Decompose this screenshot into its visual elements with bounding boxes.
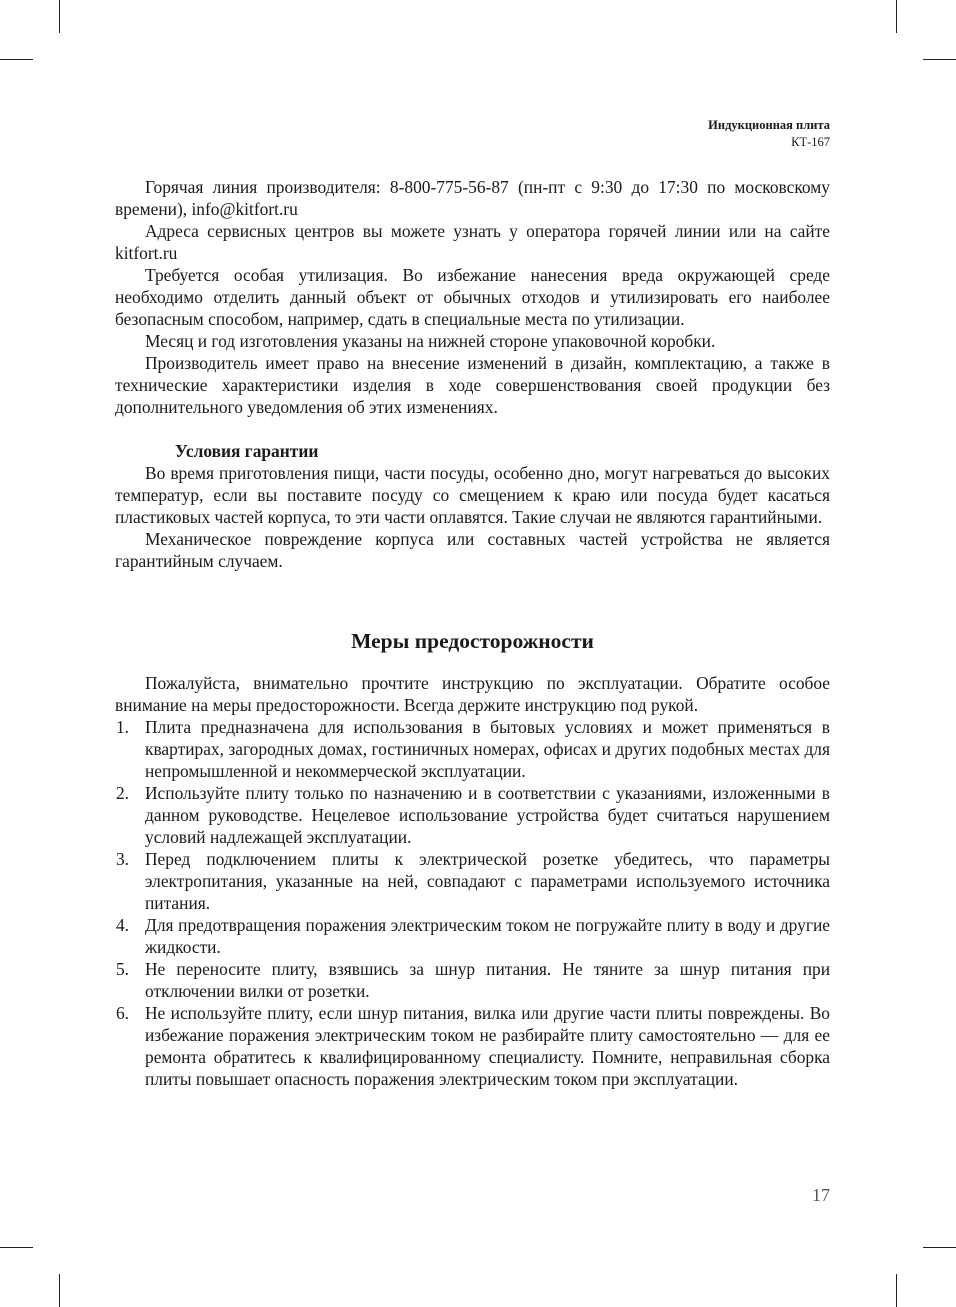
- precautions-heading: Меры предосторожности: [351, 629, 594, 653]
- list-item-number: 5.: [115, 959, 129, 979]
- list-item-text: Не используйте плиту, если шнур питания, вилка или другие части плиты повреждены. Во избежание поражения электрическим током не разбирайте плиту самостоятельно — для ее ремонта обратитесь к квалифицированному специалисту. Помните, неправильная сборка плиты повышает опасность поражения электрическим током при эксплуатации.: [145, 1003, 830, 1089]
- warranty-paragraph: Механическое повреждение корпуса или составных частей устройства не является гарантийным случаем.: [115, 529, 830, 571]
- list-item-number: 6.: [115, 1003, 129, 1023]
- list-item: [115, 782, 830, 848]
- list-item: [115, 716, 830, 782]
- list-item-text: Плита предназначена для использования в бытовых условиях и может применяться в квартирах, загородных домах, гостиничных номерах, офисах и других подобных местах для непромышленной и некоммерческой эксплуатации.: [145, 717, 830, 781]
- list-item-number: 2.: [115, 783, 129, 803]
- crop-mark-bottom-right: [896, 1274, 897, 1307]
- list-item: [115, 958, 830, 1002]
- list-item: [115, 1002, 830, 1090]
- page-number: 17: [812, 1185, 830, 1205]
- running-head-title: Индукционная плита: [708, 118, 830, 132]
- crop-mark-top-left: [59, 0, 60, 33]
- manufacture-date-paragraph: Месяц и год изготовления указаны на нижней стороне упаковочной коробки.: [145, 331, 716, 351]
- manufacturer-rights-paragraph: Производитель имеет право на внесение изменений в дизайн, комплектацию, а также в технические характеристики изделия в ходе совершенствования своей продукции без дополнительного уведомления об этих изменениях.: [115, 353, 830, 417]
- list-item-text: Для предотвращения поражения электрическим током не погружайте плиту в воду и другие жидкости.: [145, 915, 830, 957]
- list-item: [115, 848, 830, 914]
- hotline-paragraph: Горячая линия производителя: 8-800-775-56-87 (пн-пт с 9:30 до 17:30 по московскому времени), info@kitfort.ru: [115, 177, 830, 219]
- precautions-intro: Пожалуйста, внимательно прочтите инструкцию по эксплуатации. Обратите особое внимание на меры предосторожности. Всегда держите инструкцию под рукой.: [115, 673, 830, 715]
- service-centers-paragraph: Адреса сервисных центров вы можете узнать у оператора горячей линии или на сайте kitfort.ru: [115, 221, 830, 263]
- crop-mark-top-left-h: [0, 59, 33, 60]
- running-head: [708, 117, 830, 151]
- crop-mark-bottom-right-h: [923, 1247, 956, 1248]
- crop-mark-bottom-left: [59, 1274, 60, 1307]
- page-content: [115, 176, 830, 1090]
- crop-mark-top-right-h: [923, 59, 956, 60]
- list-item-number: 4.: [115, 915, 129, 935]
- warranty-heading: Условия гарантии: [175, 441, 319, 461]
- list-item-text: Не переносите плиту, взявшись за шнур питания. Не тяните за шнур питания при отключении вилки от розетки.: [145, 959, 830, 1001]
- running-head-model: КТ-167: [791, 135, 830, 149]
- disposal-paragraph: Требуется особая утилизация. Во избежание нанесения вреда окружающей среде необходимо отделить данный объект от обычных отходов и утилизировать его наиболее безопасным способом, например, сдать в специальные места по утилизации.: [115, 265, 830, 329]
- precautions-list: [115, 716, 830, 1090]
- list-item-text: Используйте плиту только по назначению и в соответствии с указаниями, изложенными в данном руководстве. Нецелевое использование устройства будет считаться нарушением условий надлежащей эксплуатации.: [145, 783, 830, 847]
- list-item-number: 3.: [115, 849, 129, 869]
- list-item: [115, 914, 830, 958]
- list-item-text: Перед подключением плиты к электрической розетке убедитесь, что параметры электропитания, указанные на ней, совпадают с параметрами используемого источника питания.: [145, 849, 830, 913]
- crop-mark-top-right: [896, 0, 897, 33]
- crop-mark-bottom-left-h: [0, 1247, 33, 1248]
- warranty-paragraph: Во время приготовления пищи, части посуды, особенно дно, могут нагреваться до высоких температур, если вы поставите посуду со смещением к краю или посуда будет касаться пластиковых частей корпуса, то эти части оплавятся. Такие случаи не являются гарантийными.: [115, 463, 830, 527]
- list-item-number: 1.: [115, 717, 129, 737]
